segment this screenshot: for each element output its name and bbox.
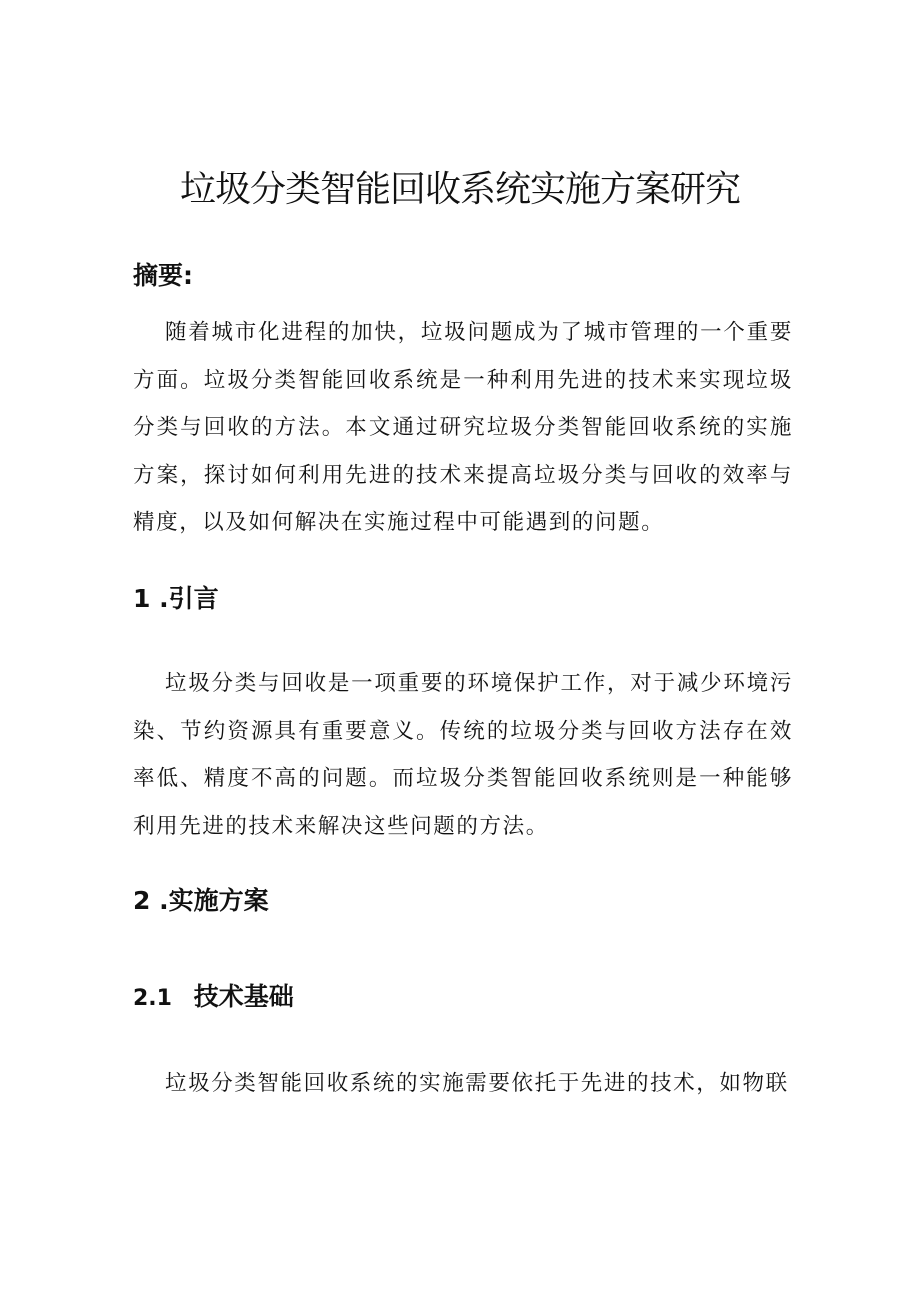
section-1-title: .引言 [159,584,219,613]
section-1-number: 1 [133,584,151,613]
section-1-paragraph: 垃圾分类与回收是一项重要的环境保护工作，对于减少环境污染、节约资源具有重要意义。传统的垃圾分类与回收方法存在效率低、精度不高的问题。而垃圾分类智能回收系统则是一种能够利用先进的技术来解决这些问题的方法。 [133,671,793,839]
abstract-heading: 摘要: [133,261,193,290]
section-2-1-paragraph: 垃圾分类智能回收系统的实施需要依托于先进的技术，如物联 [165,1071,789,1096]
section-2-number: 2 [133,886,151,915]
section-2-1-number: 2.1 [133,986,172,1011]
section-2-heading [133,884,269,918]
section-1-heading [133,582,219,616]
section-2-1-heading [133,980,294,1016]
section-2-1-title: 技术基础 [193,982,294,1011]
abstract-paragraph: 随着城市化进程的加快，垃圾问题成为了城市管理的一个重要方面。垃圾分类智能回收系统是一种利用先进的技术来实现垃圾分类与回收的方法。本文通过研究垃圾分类智能回收系统的实施方案，探讨如何利用先进的技术来提高垃圾分类与回收的效率与精度，以及如何解决在实施过程中可能遇到的问题。 [133,320,793,535]
document-title: 垃圾分类智能回收系统实施方案研究 [179,169,740,210]
section-2-title: .实施方案 [159,886,269,915]
